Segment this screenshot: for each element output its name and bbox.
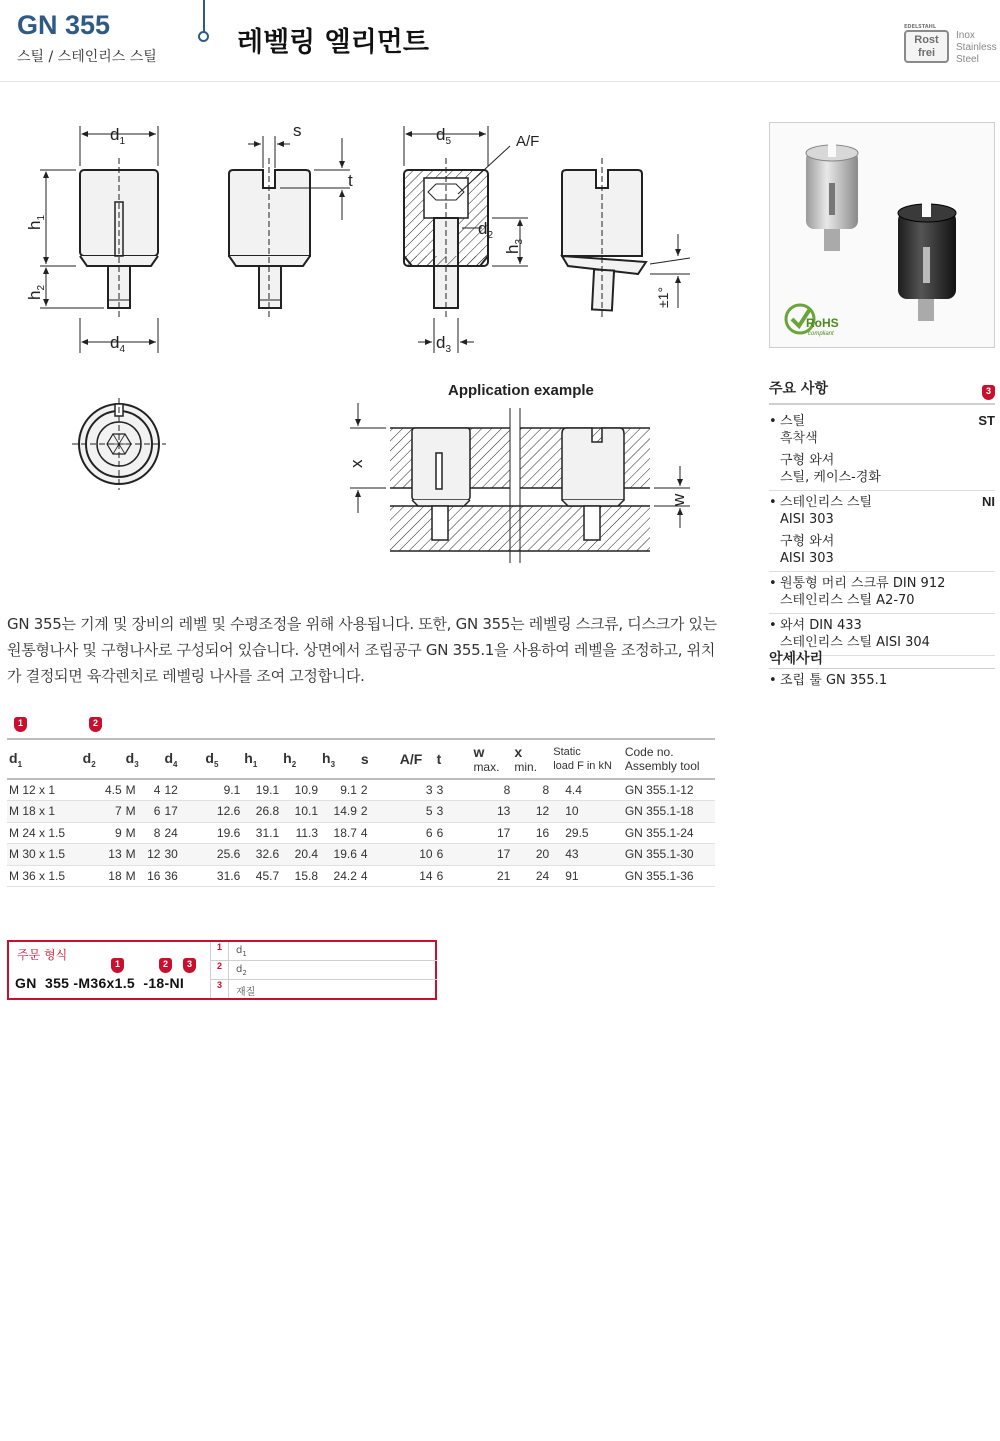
table-cell: 6 — [435, 844, 472, 866]
table-cell: GN 355.1-36 — [623, 865, 715, 887]
product-description: GN 355는 기계 및 장비의 레벨 및 수평조정을 위해 사용됩니다. 또한, GN 355는 레벨링 스크류, 디스크가 있는 원통형나사 및 구형나사로 구성되어 있습니다. 상면에서 조립공구 GN 355.1을 사용하여 레벨을 조정하고, 위치가 결정되면 육각렌치로 레벨링 나사를 조여 고정합니다. — [7, 615, 717, 685]
header-dot — [198, 31, 209, 42]
label-h2: $h_2$ — [25, 284, 47, 300]
feature-sub: 스틸, 케이스-경화 — [780, 470, 881, 485]
table-cell: 32.6 — [242, 844, 281, 866]
feature-code: ST — [978, 413, 995, 428]
col-h2-text: h — [283, 749, 292, 766]
features-rule — [769, 403, 995, 405]
col-d5 — [203, 739, 242, 779]
table-cell: M — [124, 822, 142, 844]
table-cell: 10.9 — [281, 779, 320, 801]
table-cell: 4.5 — [81, 779, 124, 801]
table-cell: 3 — [435, 801, 472, 823]
table-cell: M 24 x 1.5 — [7, 822, 81, 844]
legend-num: 1 — [211, 942, 229, 960]
table-row — [7, 779, 715, 801]
feature-sub: 구형 와셔 — [780, 534, 835, 549]
legend-num: 3 — [211, 980, 229, 998]
legend-text-sub: 2 — [242, 969, 247, 977]
table-cell: 14 — [398, 865, 435, 887]
col-h3-text: h — [322, 749, 331, 766]
feature-item-stainless — [769, 491, 995, 572]
accessories-title: 악세사리 — [769, 651, 824, 667]
table-header-row — [7, 739, 715, 779]
feature-sub: 스테인리스 스틸 A2-70 — [780, 593, 915, 608]
rostfrei-logo — [904, 30, 949, 63]
product-photo — [769, 122, 995, 348]
label-d4: $d_4$ — [110, 333, 126, 355]
table-cell: 31.1 — [242, 822, 281, 844]
col-d4-text: d — [164, 749, 174, 766]
table-cell: 3 — [435, 779, 472, 801]
table-cell: 9.1 — [203, 779, 242, 801]
table-cell: 21 — [471, 865, 512, 887]
table-cell: M 30 x 1.5 — [7, 844, 81, 866]
side-view — [229, 136, 350, 320]
order-badge-1: 1 — [111, 958, 124, 973]
table-cell: 31.6 — [203, 865, 242, 887]
header-divider — [203, 0, 205, 32]
label-w: w — [669, 493, 688, 506]
rostfrei-logo-line2: frei — [917, 47, 936, 59]
col-d2 — [81, 739, 124, 779]
feature-code: NI — [982, 494, 995, 509]
rohs-text: RoHS — [806, 316, 839, 330]
table-cell: 2 — [359, 801, 398, 823]
col-d1-sub: 1 — [17, 759, 23, 769]
label-d1-base: d — [110, 125, 120, 144]
table-cell: 6 — [398, 822, 435, 844]
table-cell: GN 355.1-30 — [623, 844, 715, 866]
col-d4 — [162, 739, 203, 779]
feature-sub: 구형 와셔 — [780, 453, 835, 468]
table-cell: 43 — [551, 844, 623, 866]
table-cell: 30 — [162, 844, 203, 866]
inox-line1: Inox — [956, 30, 975, 41]
table-row — [7, 865, 715, 887]
col-d5-text: d — [205, 749, 214, 766]
table-cell: 24.2 — [320, 865, 359, 887]
table-cell: 5 — [398, 801, 435, 823]
label-d5-base: d — [436, 125, 446, 144]
label-h3-base: h — [503, 244, 522, 254]
legend-row — [211, 980, 437, 999]
table-cell: 12 — [142, 844, 162, 866]
table-cell: 8 — [512, 779, 551, 801]
inox-label — [956, 30, 997, 66]
table-cell: 45.7 — [242, 865, 281, 887]
label-t: t — [348, 171, 353, 190]
table-cell: 16 — [142, 865, 162, 887]
table-cell: 10 — [398, 844, 435, 866]
legend-row — [211, 961, 437, 980]
table-cell: 14.9 — [320, 801, 359, 823]
table-cell: 20.4 — [281, 844, 320, 866]
col-h1 — [242, 739, 281, 779]
col-af: A/F — [398, 739, 435, 779]
order-title: 주문 형식 — [17, 948, 68, 962]
legend-text-base: d — [236, 964, 243, 975]
features-list — [769, 410, 995, 656]
legend-text — [236, 964, 247, 977]
accessories-rule — [769, 668, 995, 669]
table-cell: M 18 x 1 — [7, 801, 81, 823]
legend-text-sub: 1 — [242, 950, 247, 958]
table-cell: 12.6 — [203, 801, 242, 823]
col-static-line2: load F in kN — [553, 760, 612, 772]
feature-sub: AISI 303 — [780, 512, 834, 527]
feature-sub: 스테인리스 스틸 AISI 304 — [780, 635, 930, 650]
table-cell: 4 — [359, 822, 398, 844]
table-cell: 29.5 — [551, 822, 623, 844]
table-cell: 18 — [81, 865, 124, 887]
table-cell: 19.6 — [320, 844, 359, 866]
product-photo-art — [770, 123, 994, 347]
label-d3: $d_3$ — [436, 333, 452, 355]
col-w — [471, 739, 512, 779]
technical-drawing — [10, 108, 750, 578]
table-cell: 8 — [471, 779, 512, 801]
product-title: 레벨링 엘리먼트 — [237, 27, 429, 58]
col-h2 — [281, 739, 320, 779]
rostfrei-logo-caption: EDELSTAHL — [904, 24, 937, 30]
col-static-line1: Static — [553, 746, 581, 758]
legend-text-base: d — [236, 945, 243, 956]
col-h1-text: h — [244, 749, 253, 766]
application-title: Application example — [448, 382, 594, 399]
feature-label: 스테인리스 스틸 — [780, 495, 873, 510]
table-cell: 36 — [162, 865, 203, 887]
col-w-sub: max. — [473, 760, 500, 774]
table-cell: 19.6 — [203, 822, 242, 844]
table-cell: GN 355.1-12 — [623, 779, 715, 801]
table-cell: 24 — [162, 822, 203, 844]
order-legend — [210, 942, 437, 998]
table-cell: 2 — [359, 779, 398, 801]
table-cell: 17 — [162, 801, 203, 823]
table-cell: 13 — [81, 844, 124, 866]
label-h1: $h_1$ — [25, 214, 47, 230]
legend-text: 재질 — [236, 987, 256, 998]
col-d1-text: d — [9, 749, 18, 766]
label-h1-base: h — [25, 220, 44, 230]
label-h3: $h_3$ — [503, 238, 525, 254]
col-h2-sub: 2 — [291, 759, 297, 769]
table-cell: 10 — [551, 801, 623, 823]
col-s: s — [359, 739, 398, 779]
feature-sub: 흑착색 — [780, 431, 818, 446]
col-x-sub: min. — [514, 760, 538, 774]
table-cell: 11.3 — [281, 822, 320, 844]
table-cell: 26.8 — [242, 801, 281, 823]
table-row — [7, 844, 715, 866]
label-d1: $d_1$ — [110, 125, 126, 147]
col-d4-sub: 4 — [173, 759, 178, 769]
rostfrei-logo-line1: Rost — [914, 34, 939, 46]
legend-text — [236, 945, 247, 958]
table-cell: GN 355.1-24 — [623, 822, 715, 844]
label-d4-base: d — [110, 333, 120, 352]
col-d2-sub: 2 — [91, 759, 96, 769]
table-cell: 4 — [359, 865, 398, 887]
table-cell: 6 — [435, 822, 472, 844]
col-d3 — [124, 739, 163, 779]
table-cell: 4 — [142, 779, 162, 801]
table-cell: 12 — [162, 779, 203, 801]
table-cell: 16 — [512, 822, 551, 844]
col-x — [512, 739, 551, 779]
table-cell: M — [124, 779, 142, 801]
table-cell: 6 — [142, 801, 162, 823]
legend-row — [211, 942, 437, 961]
col-d5-sub: 5 — [213, 759, 219, 769]
inox-line2: Stainless — [956, 42, 997, 53]
rohs-sub-text: compliant — [808, 331, 834, 337]
feature-label: 와셔 DIN 433 — [780, 618, 862, 633]
col-d1 — [7, 739, 81, 779]
label-d3-base: d — [436, 333, 446, 352]
col-x-text: x — [514, 744, 523, 760]
table-row — [7, 822, 715, 844]
table-cell: 3 — [398, 779, 435, 801]
table-cell: 91 — [551, 865, 623, 887]
table-cell: 4 — [359, 844, 398, 866]
col-d3-text: d — [125, 749, 135, 766]
label-af: A/F — [516, 133, 540, 150]
dimension-table — [7, 738, 715, 887]
feature-item-screw — [769, 572, 995, 614]
label-s: s — [293, 121, 302, 140]
table-cell: M — [124, 865, 142, 887]
top-view — [72, 398, 166, 490]
table-badge-2: 2 — [89, 717, 102, 732]
order-code: GN 355 -M36x1.5 -18-NI — [15, 975, 185, 991]
col-code — [623, 739, 715, 779]
col-code-line2: Assembly tool — [624, 759, 700, 773]
table-cell: 18.7 — [320, 822, 359, 844]
table-cell: 10.1 — [281, 801, 320, 823]
label-tolerance: ±1° — [655, 286, 671, 308]
inox-line3: Steel — [956, 54, 979, 65]
label-h2-base: h — [25, 290, 44, 300]
table-cell: 4.4 — [551, 779, 623, 801]
table-cell: 15.8 — [281, 865, 320, 887]
table-cell: 8 — [142, 822, 162, 844]
order-example — [7, 940, 437, 1000]
table-cell: 9.1 — [320, 779, 359, 801]
table-cell: 25.6 — [203, 844, 242, 866]
table-cell: 17 — [471, 844, 512, 866]
table-cell: 19.1 — [242, 779, 281, 801]
table-cell: M — [124, 801, 142, 823]
product-material: 스틸 / 스테인리스 스틸 — [17, 49, 157, 65]
label-d2-base: d — [478, 219, 488, 238]
order-badge-3: 3 — [183, 958, 196, 973]
table-cell: 13 — [471, 801, 512, 823]
table-cell: 12 — [512, 801, 551, 823]
legend-num: 2 — [211, 961, 229, 979]
col-h3 — [320, 739, 359, 779]
features-title: 주요 사항 — [769, 381, 828, 397]
table-cell: M 36 x 1.5 — [7, 865, 81, 887]
col-d2-text: d — [82, 749, 92, 766]
section-view — [404, 126, 528, 353]
col-t: t — [435, 739, 472, 779]
label-d2: $d_2$ — [478, 219, 494, 241]
accessory-item: • 조립 툴 GN 355.1 — [769, 672, 995, 689]
table-cell: 24 — [512, 865, 551, 887]
application-example — [350, 403, 690, 563]
table-body — [7, 779, 715, 887]
product-code: GN 355 — [17, 10, 111, 40]
table-cell: M — [124, 844, 142, 866]
col-code-line1: Code no. — [624, 745, 674, 759]
label-d5: $d_5$ — [436, 125, 452, 147]
table-cell: 7 — [81, 801, 124, 823]
front-view — [40, 126, 158, 353]
col-static-load — [551, 739, 623, 779]
features-badge: 3 — [982, 385, 995, 400]
feature-label: 스틸 — [780, 414, 806, 429]
feature-sub: AISI 303 — [780, 551, 834, 566]
col-d3-sub: 3 — [134, 759, 139, 769]
table-row — [7, 801, 715, 823]
table-badge-1: 1 — [14, 717, 27, 732]
table-cell: GN 355.1-18 — [623, 801, 715, 823]
table-cell: 6 — [435, 865, 472, 887]
label-x: x — [347, 459, 366, 468]
feature-item-steel — [769, 410, 995, 491]
table-cell: 17 — [471, 822, 512, 844]
col-h3-sub: 3 — [330, 759, 336, 769]
page-header — [0, 0, 1000, 82]
table-cell: 20 — [512, 844, 551, 866]
col-h1-sub: 1 — [252, 759, 258, 769]
order-badge-2: 2 — [159, 958, 172, 973]
table-cell: M 12 x 1 — [7, 779, 81, 801]
feature-label: 원통형 머리 스크류 DIN 912 — [780, 576, 946, 591]
table-cell: 9 — [81, 822, 124, 844]
col-w-text: w — [473, 744, 485, 760]
